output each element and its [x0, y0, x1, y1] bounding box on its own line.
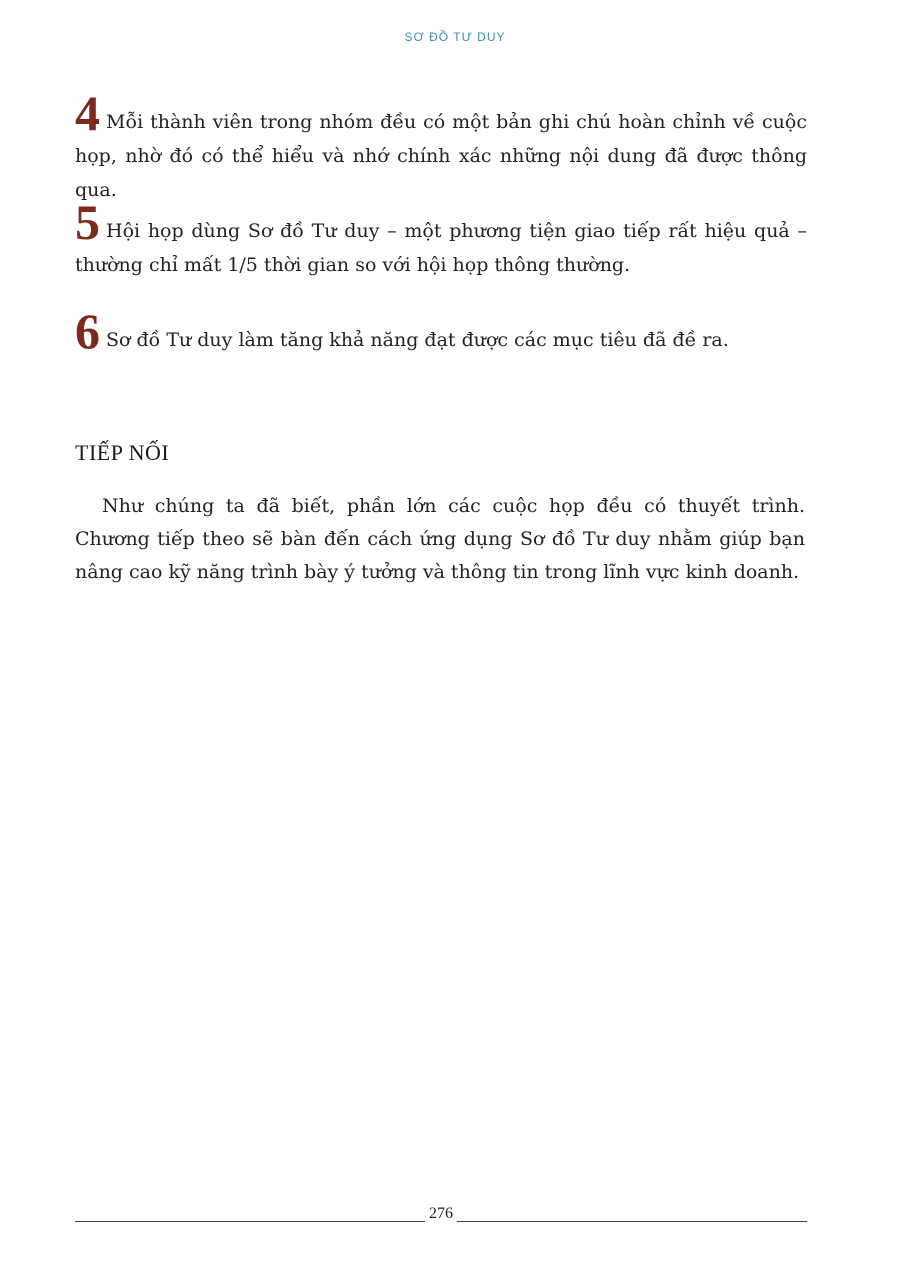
item-text: Hội họp dùng Sơ đồ Tư duy – một phương tiện giao tiếp rất hiệu quả – thường chỉ mất 1/5 thời gian so với hội họp thông thường.: [75, 220, 807, 276]
list-item: [75, 303, 807, 359]
item-number: 6: [75, 303, 100, 359]
item-number: 4: [75, 85, 100, 141]
footer-rule-left: [75, 1221, 425, 1222]
section-heading: TIẾP NỐI: [75, 440, 170, 465]
list-item: [75, 194, 807, 282]
page-number: 276: [429, 1205, 453, 1222]
page-footer: [75, 1205, 807, 1229]
section-paragraph: Như chúng ta đã biết, phần lớn các cuộc họp đều có thuyết trình. Chương tiếp theo sẽ bàn đến cách ứng dụng Sơ đồ Tư duy nhằm giúp bạn nâng cao kỹ năng trình bày ý tưởng và thông tin trong lĩnh vực kinh doanh.: [75, 495, 805, 583]
item-text: Sơ đồ Tư duy làm tăng khả năng đạt được các mục tiêu đã đề ra.: [106, 329, 729, 351]
item-number: 5: [75, 194, 100, 250]
running-title: SƠ ĐỒ TƯ DUY: [404, 30, 506, 44]
footer-rule-right: [457, 1221, 807, 1222]
list-item: [75, 85, 807, 207]
item-text: Mỗi thành viên trong nhóm đều có một bản ghi chú hoàn chỉnh về cuộc họp, nhờ đó có thể hiểu và nhớ chính xác những nội dung đã được thông qua.: [75, 111, 807, 201]
